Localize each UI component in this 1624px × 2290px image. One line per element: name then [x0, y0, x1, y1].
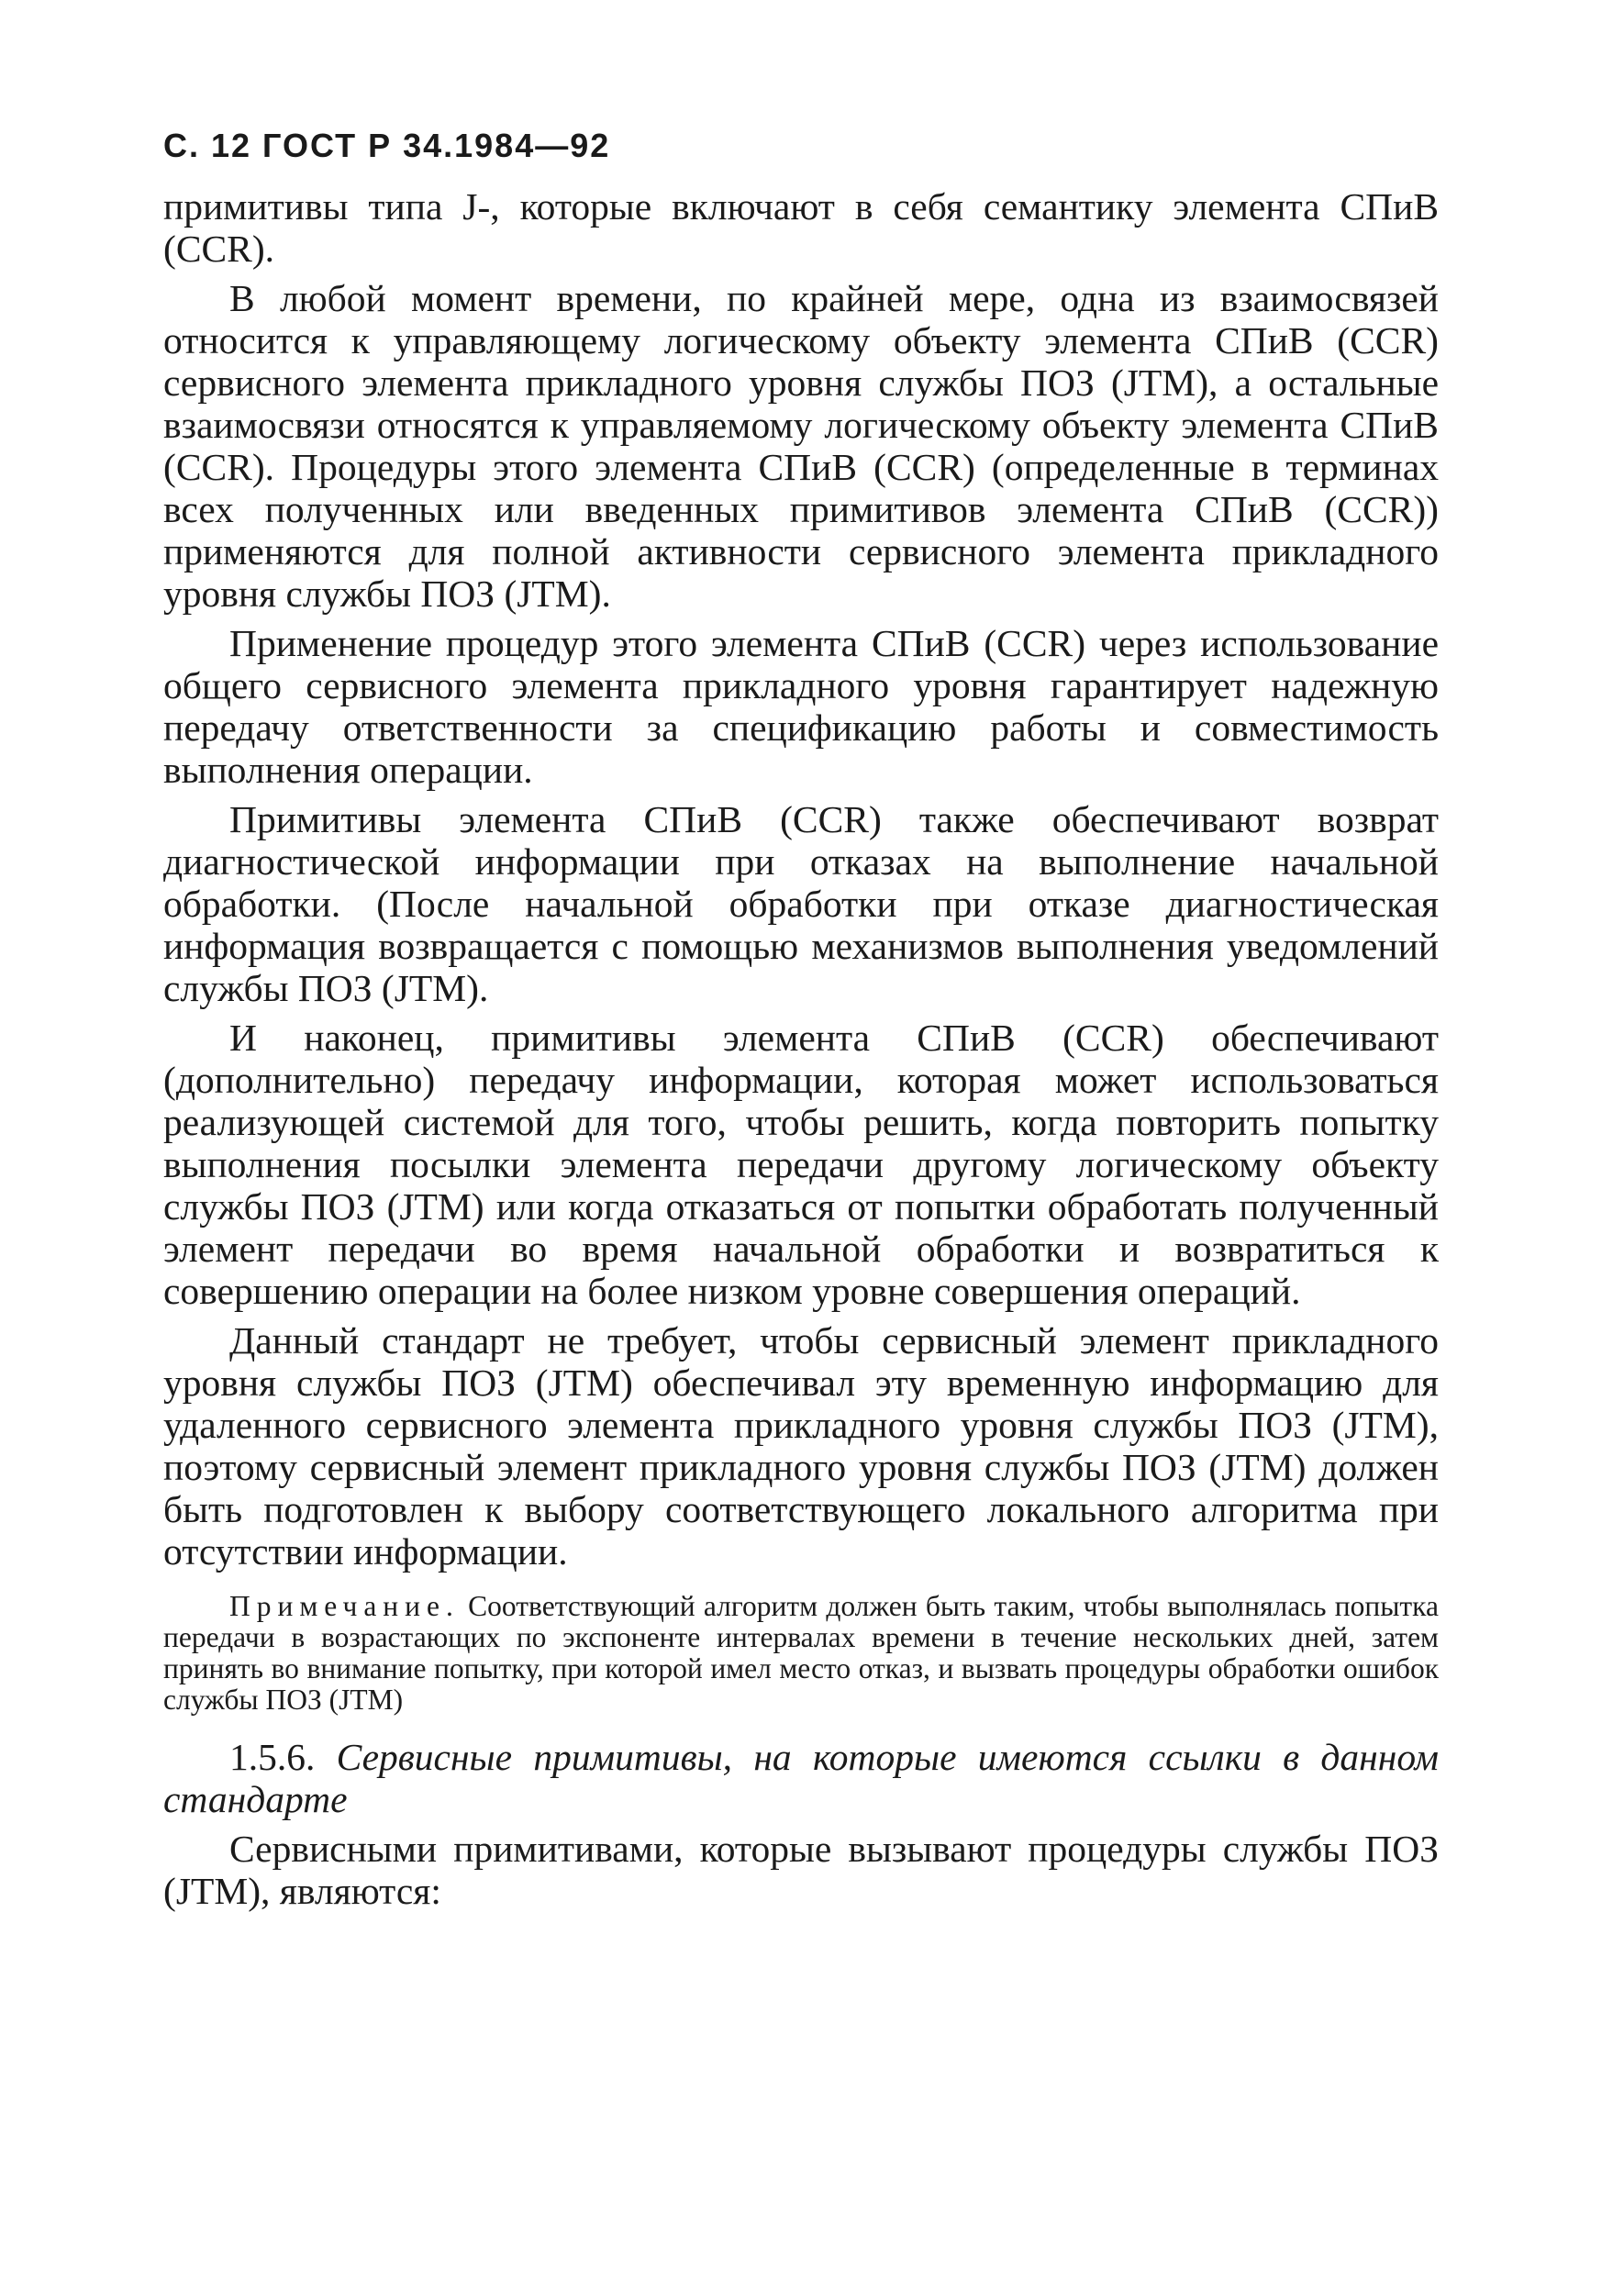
page-header: С. 12 ГОСТ Р 34.1984—92 [163, 127, 611, 164]
paragraph: Применение процедур этого элемента СПиВ (CCR) через использование общего сервисного элемента прикладного уровня гарантирует надежную передачу ответственности за спецификацию работы и совместимость выполнения операции. [163, 622, 1439, 791]
paragraph-closing: Сервисными примитивами, которые вызывают процедуры службы ПОЗ (JTM), являются: [163, 1828, 1439, 1912]
section-title: Сервисные примитивы, на которые имеются ссылки в данном стандарте [163, 1736, 1440, 1820]
paragraph: Примитивы элемента СПиВ (CCR) также обеспечивают возврат диагностической информации при отказах на выполнение начальной обработки. (После начальной обработки при отказе диагностическая информация возвращается с помощью механизмов выполнения уведомлений службы ПОЗ (JTM). [163, 798, 1439, 1009]
paragraph: Данный стандарт не требует, чтобы сервисный элемент прикладного уровня службы ПОЗ (JTM) обеспечивал эту временную информацию для удаленного сервисного элемента прикладного уровня службы ПОЗ (JTM), поэтому сервисный элемент прикладного уровня службы ПОЗ (JTM) должен быть подготовлен к выбору соответствующего локального алгоритма при отсутствии информации. [163, 1319, 1439, 1573]
paragraph-continuation: примитивы типа J-, которые включают в себя семантику элемента СПиВ (CCR). [163, 185, 1439, 270]
paragraph: И наконец, примитивы элемента СПиВ (CCR) обеспечивают (дополнительно) передачу информации, которая может использоваться реализующей системой для того, чтобы решить, когда повторить попытку выполнения посылки элемента передачи другому логическому объекту службы ПОЗ (JTM) или когда отказаться от попытки обработать полученный элемент передачи во время начальной обработки и возвратиться к совершению операции на более низком уровне совершения операций. [163, 1017, 1439, 1312]
paragraph: В любой момент времени, по крайней мере, одна из взаимосвязей относится к управляющему логическому объекту элемента СПиВ (CCR) сервисного элемента прикладного уровня службы ПОЗ (JTM), а остальные взаимосвязи относятся к управляемому логическому объекту элемента СПиВ (CCR). Процедуры этого элемента СПиВ (CCR) (определенные в терминах всех полученных или введенных примитивов элемента СПиВ (CCR)) применяются для полной активности сервисного элемента прикладного уровня службы ПОЗ (JTM). [163, 277, 1439, 615]
section-heading [163, 1736, 1439, 1820]
section-number: 1.5.6. [229, 1736, 316, 1778]
note-label: Примечание. [229, 1590, 460, 1622]
note [163, 1591, 1439, 1716]
note-text: Соответствующий алгоритм должен быть таким, чтобы выполнялась попытка передачи в возрастающих по экспоненте интервалах времени в течение нескольких дней, затем принять во внимание попытку, при которой имел место отказ, и вызвать процедуры обработки ошибок службы ПОЗ (JTM) [163, 1590, 1439, 1716]
document-page [163, 127, 1439, 1919]
